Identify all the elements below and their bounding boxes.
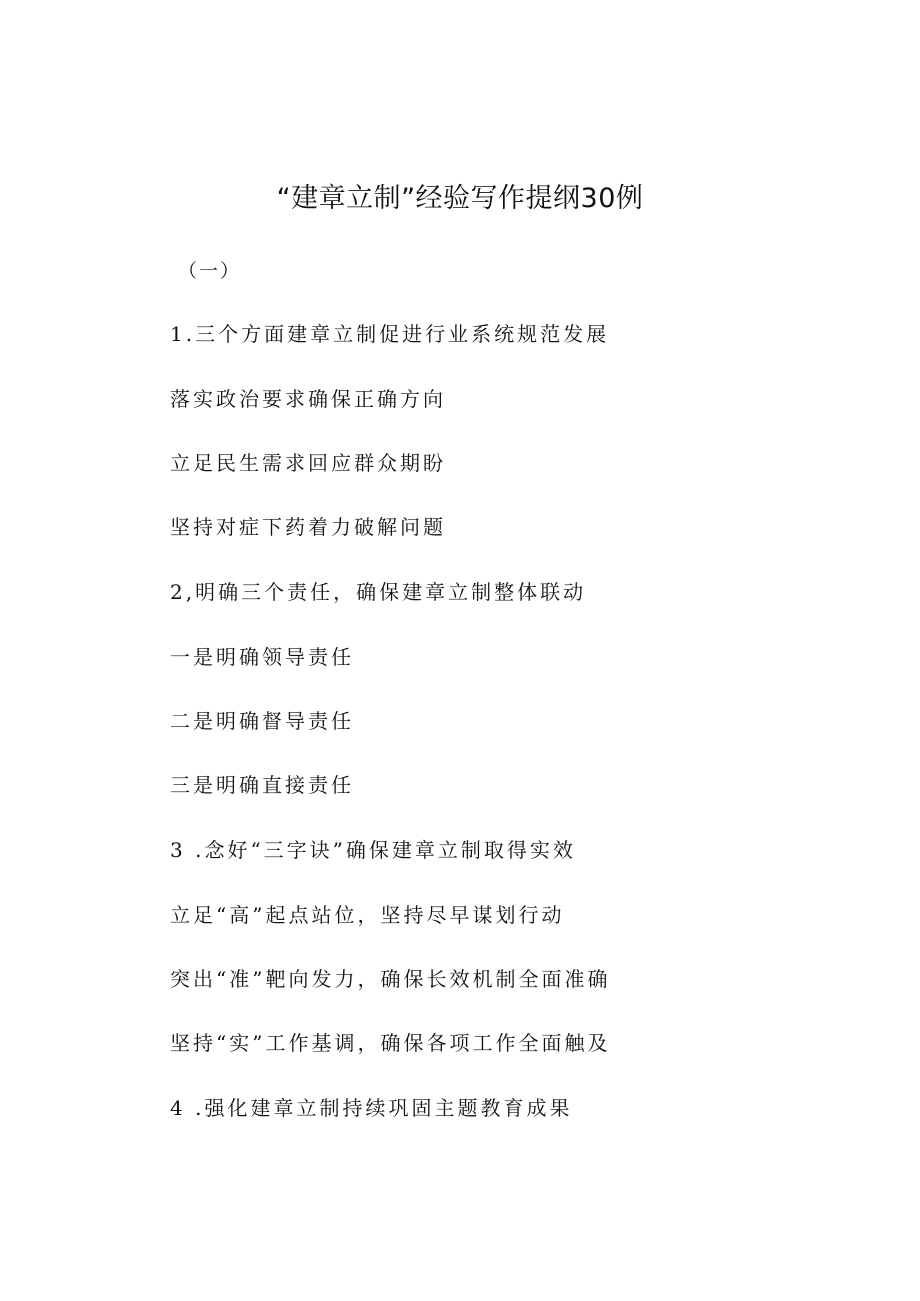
outline-item: 立足“高”起点站位，坚持尽早谋划行动 [170,903,565,927]
outline-heading-3: 3 .念好“三字诀”确保建章立制取得实效 [170,838,576,862]
document-title: “建章立制”经验写作提纲30例 [276,183,644,214]
outline-item: 突出“准”靶向发力，确保长效机制全面准确 [170,967,611,991]
outline-heading-4: 4 .强化建章立制持续巩固主题教育成果 [170,1096,573,1120]
outline-item: 三是明确直接责任 [170,773,354,797]
outline-heading-1: 1.三个方面建章立制促进行业系统规范发展 [170,322,610,346]
outline-item: 坚持“实”工作基调，确保各项工作全面触及 [170,1031,611,1055]
section-label: （一） [178,260,242,282]
outline-item: 落实政治要求确保正确方向 [170,387,446,411]
outline-item: 立足民生需求回应群众期盼 [170,451,446,475]
outline-item: 二是明确督导责任 [170,709,354,733]
outline-heading-2: 2,明确三个责任，确保建章立制整体联动 [170,580,587,604]
outline-item: 坚持对症下药着力破解问题 [170,515,446,539]
outline-item: 一是明确领导责任 [170,645,354,669]
